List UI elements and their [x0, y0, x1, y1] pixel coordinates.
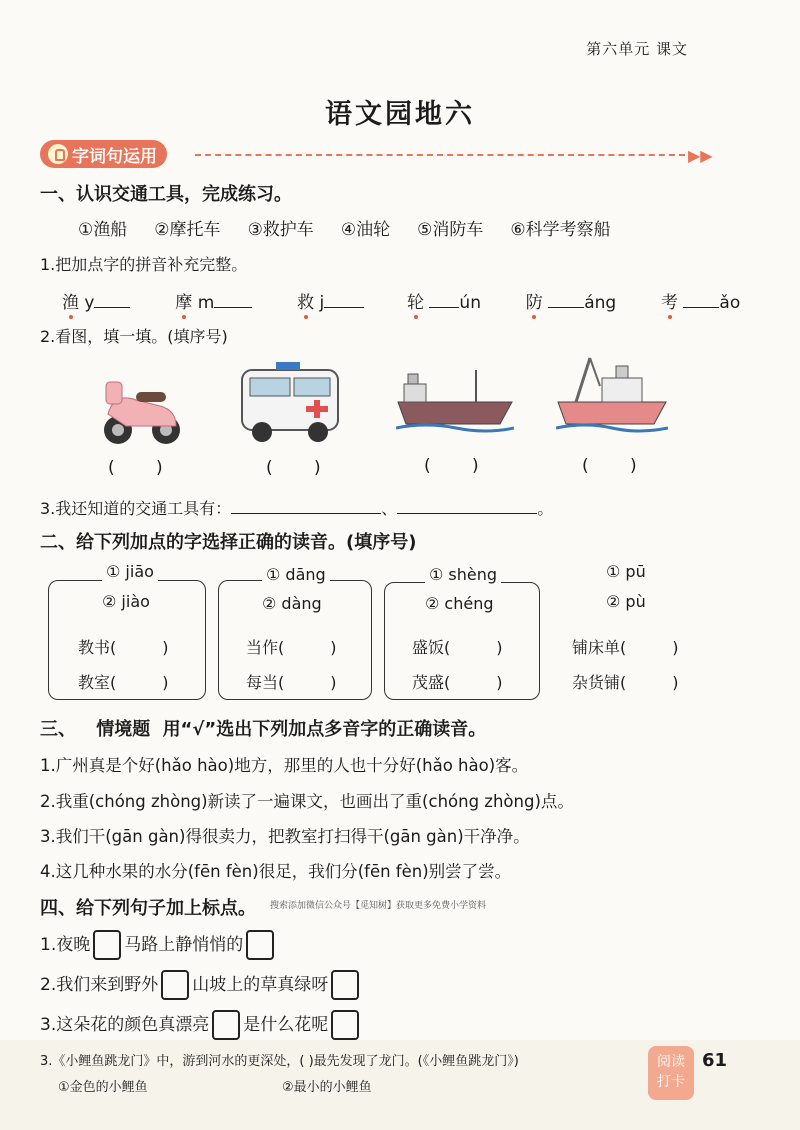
unit-label: 第六单元 课文 — [586, 40, 688, 58]
badge-line-2: 打卡 — [657, 1074, 685, 1090]
q3-line-4[interactable]: 4.这几种水果的水分(fēn fèn)很足，我们分(fēn fèn)别尝了尝。 — [40, 862, 512, 881]
word-label: 杂货铺( — [572, 673, 627, 692]
pinyin-char-5: 防 — [525, 293, 543, 313]
word-label: 茂盛( — [412, 673, 451, 692]
pinyin-blank-5[interactable] — [548, 293, 584, 308]
q1-sub3-label: 3.我还知道的交通工具有： — [40, 499, 232, 518]
sentence-part: 山坡上的草真绿呀 — [192, 975, 329, 995]
punctuation-box[interactable] — [331, 1010, 359, 1040]
q1-sub2: 2.看图，填一填。(填序号) — [40, 327, 228, 346]
group3-reading-2: ② chéng — [425, 594, 494, 613]
close-paren: ) — [672, 638, 679, 657]
option-6: ⑥科学考察船 — [510, 220, 611, 240]
footer-question: 3.《小鲤鱼跳龙门》中，游到河水的更深处，( )最先发现了龙门。(《小鲤鱼跳龙门》) — [40, 1054, 519, 1069]
picture-answer-3[interactable]: ( ) — [424, 456, 497, 476]
group1-reading-2: ② jiào — [102, 592, 150, 611]
sentence-part: 马路上静悄悄的 — [124, 935, 244, 955]
group4-reading-1: ① pū — [606, 562, 646, 581]
lightbulb-icon — [48, 144, 68, 164]
pinyin-blank-2[interactable] — [214, 293, 252, 308]
reading-checkin-badge — [648, 1046, 694, 1100]
q1-title: 一、认识交通工具，完成练习。 — [40, 184, 292, 205]
group2-reading-2: ② dàng — [262, 594, 322, 613]
sentence-part: 3.这朵花的颜色真漂亮 — [40, 1015, 210, 1035]
option-1: ①渔船 — [78, 220, 128, 240]
group1-reading-1: ① jiāo — [102, 562, 158, 581]
pinyin-char-6: 考 — [661, 293, 678, 313]
oil-tanker-picture — [396, 362, 514, 434]
option-2: ②摩托车 — [154, 220, 221, 240]
q1-sub3-end: 。 — [537, 499, 554, 518]
punctuation-box[interactable] — [246, 930, 274, 960]
word-label: 当作( — [246, 638, 285, 657]
pinyin-blank-6[interactable] — [683, 293, 719, 308]
section-tag — [40, 140, 167, 168]
page-title: 语文园地六 — [325, 99, 475, 130]
pinyin-row — [62, 288, 740, 313]
group4-word-2 — [572, 670, 679, 693]
sentence-part: 2.我们来到野外 — [40, 975, 159, 995]
group2-reading-1: ① dāng — [262, 565, 330, 584]
close-paren: ) — [162, 673, 169, 692]
sentence-part: 1.夜晚 — [40, 935, 91, 955]
research-ship-picture — [556, 352, 668, 434]
close-paren: ) — [330, 638, 337, 657]
q3-number: 三、 — [40, 719, 76, 740]
q3-scenario-tag: 情境题 — [96, 719, 151, 740]
q1-sub1: 1.把加点字的拼音补充完整。 — [40, 255, 248, 274]
group2-word-2 — [246, 670, 337, 693]
q3-instruction: 用“√”选出下列加点多音字的正确读音。 — [162, 719, 487, 740]
pinyin-char-2: 摩 — [175, 293, 193, 313]
section-divider — [195, 154, 685, 156]
punctuation-box[interactable] — [212, 1010, 240, 1040]
wechat-note: 搜索添加微信公众号【觅知树】获取更多免费小学资料 — [270, 901, 487, 911]
footer-option-2: ②最小的小鲤鱼 — [282, 1080, 372, 1095]
q2-title: 二、给下列加点的字选择正确的读音。(填序号) — [40, 532, 417, 553]
close-paren: ) — [162, 638, 169, 657]
pinyin-char-1: 渔 — [62, 293, 79, 313]
vehicle-blank-1[interactable] — [231, 499, 381, 514]
q3-title — [40, 715, 486, 741]
close-paren: ) — [672, 673, 679, 692]
q4-sentence-1 — [40, 930, 277, 960]
ambulance-picture — [236, 358, 344, 448]
group3-word-2 — [412, 670, 503, 693]
motorcycle-picture — [96, 370, 186, 450]
word-label: 盛饭( — [412, 638, 451, 657]
section-tag-label: 字词句运用 — [72, 146, 157, 167]
q3-line-1[interactable]: 1.广州真是个好(hǎo hào)地方，那里的人也十分好(hǎo hào)客。 — [40, 756, 529, 775]
punctuation-box[interactable] — [161, 970, 189, 1000]
q1-sub3-sep: 、 — [381, 499, 398, 518]
pinyin-blank-4[interactable] — [429, 293, 459, 308]
q1-sub3 — [40, 496, 553, 519]
group1-word-2 — [78, 670, 169, 693]
footer-option-1: ①金色的小鲤鱼 — [58, 1080, 148, 1095]
group1-word-1 — [78, 635, 169, 658]
option-3: ③救护车 — [247, 220, 314, 240]
q3-line-3[interactable]: 3.我们干(gān gàn)得很卖力，把教室打扫得干(gān gàn)干净净。 — [40, 827, 530, 846]
q4-sentence-2 — [40, 970, 362, 1000]
pinyin-text-5: áng — [584, 293, 617, 313]
picture-answer-4[interactable]: ( ) — [582, 456, 655, 476]
q4-title: 四、给下列句子加上标点。 — [40, 898, 256, 919]
close-paren: ) — [496, 673, 503, 692]
group4-reading-2: ② pù — [606, 592, 646, 611]
option-5: ⑤消防车 — [417, 220, 484, 240]
pinyin-text-3: j — [319, 293, 325, 313]
double-arrow-icon: ▶▶ — [688, 146, 713, 165]
pinyin-text-1: y — [84, 293, 95, 313]
picture-answer-2[interactable]: ( ) — [266, 458, 339, 478]
pinyin-char-3: 救 — [297, 293, 315, 313]
q4-sentence-3 — [40, 1010, 362, 1040]
q1-options — [78, 215, 611, 240]
word-label: 教室( — [78, 673, 117, 692]
word-label: 教书( — [78, 638, 117, 657]
pinyin-text-6: ǎo — [719, 293, 741, 313]
punctuation-box[interactable] — [331, 970, 359, 1000]
pinyin-blank-3[interactable] — [324, 293, 364, 308]
word-label: 每当( — [246, 673, 285, 692]
word-label: 铺床单( — [572, 638, 627, 657]
q3-line-2[interactable]: 2.我重(chóng zhòng)新读了一遍课文，也画出了重(chóng zhòng)点。 — [40, 792, 574, 811]
page-number: 61 — [702, 1050, 728, 1071]
pinyin-text-4: ún — [459, 293, 481, 313]
sentence-part: 是什么花呢 — [243, 1015, 329, 1035]
group3-reading-1: ① shèng — [425, 565, 501, 584]
badge-line-1: 阅读 — [657, 1054, 685, 1070]
pinyin-blank-1[interactable] — [94, 293, 130, 308]
pinyin-char-4: 轮 — [407, 293, 425, 313]
group4-word-1 — [572, 635, 679, 658]
vehicle-blank-2[interactable] — [397, 499, 537, 514]
pinyin-text-2: m — [197, 293, 215, 313]
close-paren: ) — [330, 673, 337, 692]
group3-word-1 — [412, 635, 503, 658]
group2-word-1 — [246, 635, 337, 658]
option-4: ④油轮 — [340, 220, 391, 240]
close-paren: ) — [496, 638, 503, 657]
picture-answer-1[interactable]: ( ) — [108, 458, 181, 478]
punctuation-box[interactable] — [93, 930, 121, 960]
